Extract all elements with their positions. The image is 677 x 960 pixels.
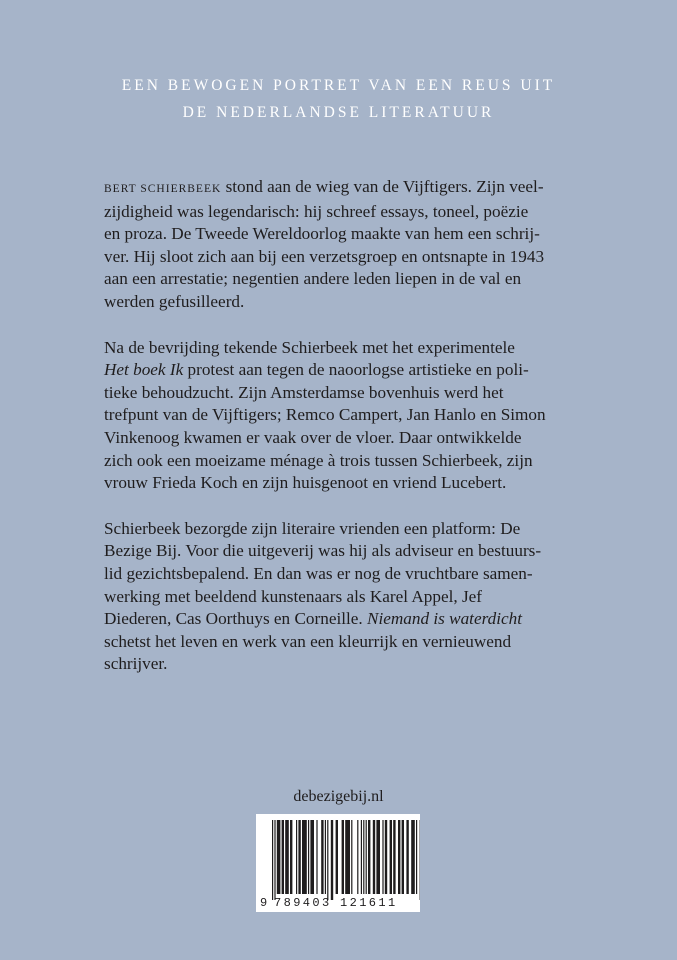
- paragraph-1: [104, 176, 604, 314]
- paragraph-2-line-2: [104, 359, 604, 382]
- barcode-bar: [416, 820, 417, 894]
- barcode-bar: [298, 820, 300, 894]
- isbn-barcode: [256, 814, 420, 912]
- paragraph-1-line-5: aan een arrestatie; negentien andere leden liepen in de val en: [104, 269, 522, 289]
- barcode-bar: [285, 820, 289, 894]
- paragraph-2-line-1: Na de bevrijding tekende Schierbeek met het experimentele: [104, 337, 515, 357]
- paragraph-3: [104, 518, 604, 676]
- cover-tagline: [0, 72, 677, 126]
- barcode-digit-first: 9: [260, 896, 268, 910]
- barcode-guard-bar: [327, 820, 328, 900]
- barcode-bar: [345, 820, 350, 894]
- barcode-bar: [336, 820, 338, 894]
- barcode-bar: [296, 820, 297, 894]
- tagline-line-2: DE NEDERLANDSE LITERATUUR: [182, 104, 495, 121]
- barcode-bar: [342, 820, 344, 894]
- barcode-bar: [402, 820, 404, 894]
- barcode-bar: [368, 820, 370, 894]
- paragraph-2-line-7: vrouw Frieda Koch en zijn huisgenoot en vriend Lucebert.: [104, 473, 507, 493]
- barcode-bar: [363, 820, 364, 894]
- barcode-bar: [325, 820, 326, 894]
- barcode-bar: [310, 820, 314, 894]
- barcode-bar: [398, 820, 400, 894]
- barcode-bar: [308, 820, 309, 894]
- paragraph-3-line-1: Schierbeek bezorgde zijn literaire vrienden een platform: De: [104, 518, 521, 538]
- barcode-bar: [321, 820, 323, 894]
- paragraph-1-line-1: [104, 176, 604, 201]
- paragraph-3-line-2: Bezige Bij. Voor die uitgeverij was hij als adviseur en bestuurs-: [104, 541, 542, 561]
- barcode-bar: [316, 820, 317, 894]
- barcode-bar: [373, 820, 375, 894]
- author-name-small-caps: BERT SCHIERBEEK: [104, 183, 222, 195]
- barcode-bar: [361, 820, 362, 894]
- paragraph-3-line-3: lid gezichtsbepalend. En dan was er nog de vruchtbare samen-: [104, 563, 533, 583]
- barcode-bars: [272, 820, 420, 900]
- barcode-bar: [282, 820, 284, 894]
- paragraph-2-line-3: tieke behoudzucht. Zijn Amsterdamse bovenhuis werd het: [104, 382, 504, 402]
- barcode-bar: [390, 820, 392, 894]
- paragraph-3-line-6: schetst het leven en werk van een kleurrijk en vernieuwend: [104, 631, 512, 651]
- paragraph-3-line-4: werking met beeldend kunstenaars als Karel Appel, Jef: [104, 586, 482, 606]
- paragraph-1-line-4: ver. Hij sloot zich aan bij een verzetsgroep en ontsnapte in 1943: [104, 246, 545, 266]
- barcode-digits-group-2: 121611: [340, 896, 398, 910]
- barcode-bar: [406, 820, 408, 894]
- book-title-het-boek-ik: Het boek Ik: [104, 360, 184, 380]
- publisher-url: debezigebij.nl: [293, 788, 384, 805]
- paragraph-2-line-5: Vinkenoog kwamen er vaak over de vloer. Daar ontwikkelde: [104, 427, 522, 447]
- paragraph-1-line-2: zijdigheid was legendarisch: hij schreef essays, toneel, poëzie: [104, 201, 529, 221]
- paragraph-3-line-5-text: Diederen, Cas Oorthuys en Corneille.: [104, 609, 367, 629]
- paragraph-2-line-4: trefpunt van de Vijftigers; Remco Campert, Jan Hanlo en Simon: [104, 405, 546, 425]
- tagline-line-1: EEN BEWOGEN PORTRET VAN EEN REUS UIT: [121, 77, 556, 94]
- barcode-bar: [393, 820, 395, 894]
- barcode-bar: [382, 820, 383, 894]
- paragraph-2-line-6: zich ook een moeizame ménage à trois tussen Schierbeek, zijn: [104, 450, 533, 470]
- book-title-niemand-is-waterdicht: Niemand is waterdicht: [367, 609, 522, 629]
- paragraph-3-line-5: [104, 608, 604, 631]
- barcode-bar: [385, 820, 387, 894]
- barcode-digits-group-1: 789403: [274, 896, 332, 910]
- barcode-graphic: [256, 814, 420, 912]
- barcode-guard-bar: [274, 820, 275, 900]
- barcode-bar: [351, 820, 352, 894]
- barcode-guard-bar: [272, 820, 273, 900]
- paragraph-1-line-1-text: stond aan de wieg van de Vijftigers. Zijn veel-: [221, 177, 544, 196]
- blurb-text: [104, 176, 604, 699]
- paragraph-1-line-6: werden gefusilleerd.: [104, 291, 245, 311]
- barcode-bar: [290, 820, 292, 894]
- barcode-guard-bar: [331, 820, 333, 900]
- barcode-bar: [376, 820, 380, 894]
- paragraph-1-line-3: en proza. De Tweede Wereldoorlog maakte van hem een schrij-: [104, 224, 540, 244]
- barcode-bar: [366, 820, 367, 894]
- barcode-bar: [411, 820, 415, 894]
- barcode-bar: [277, 820, 281, 894]
- paragraph-2: [104, 337, 604, 495]
- paragraph-3-line-7: schrijver.: [104, 654, 168, 674]
- barcode-bar: [357, 820, 358, 894]
- barcode-bar: [302, 820, 307, 894]
- paragraph-2-line-2-text: protest aan tegen de naoorlogse artistieke en poli-: [183, 360, 529, 380]
